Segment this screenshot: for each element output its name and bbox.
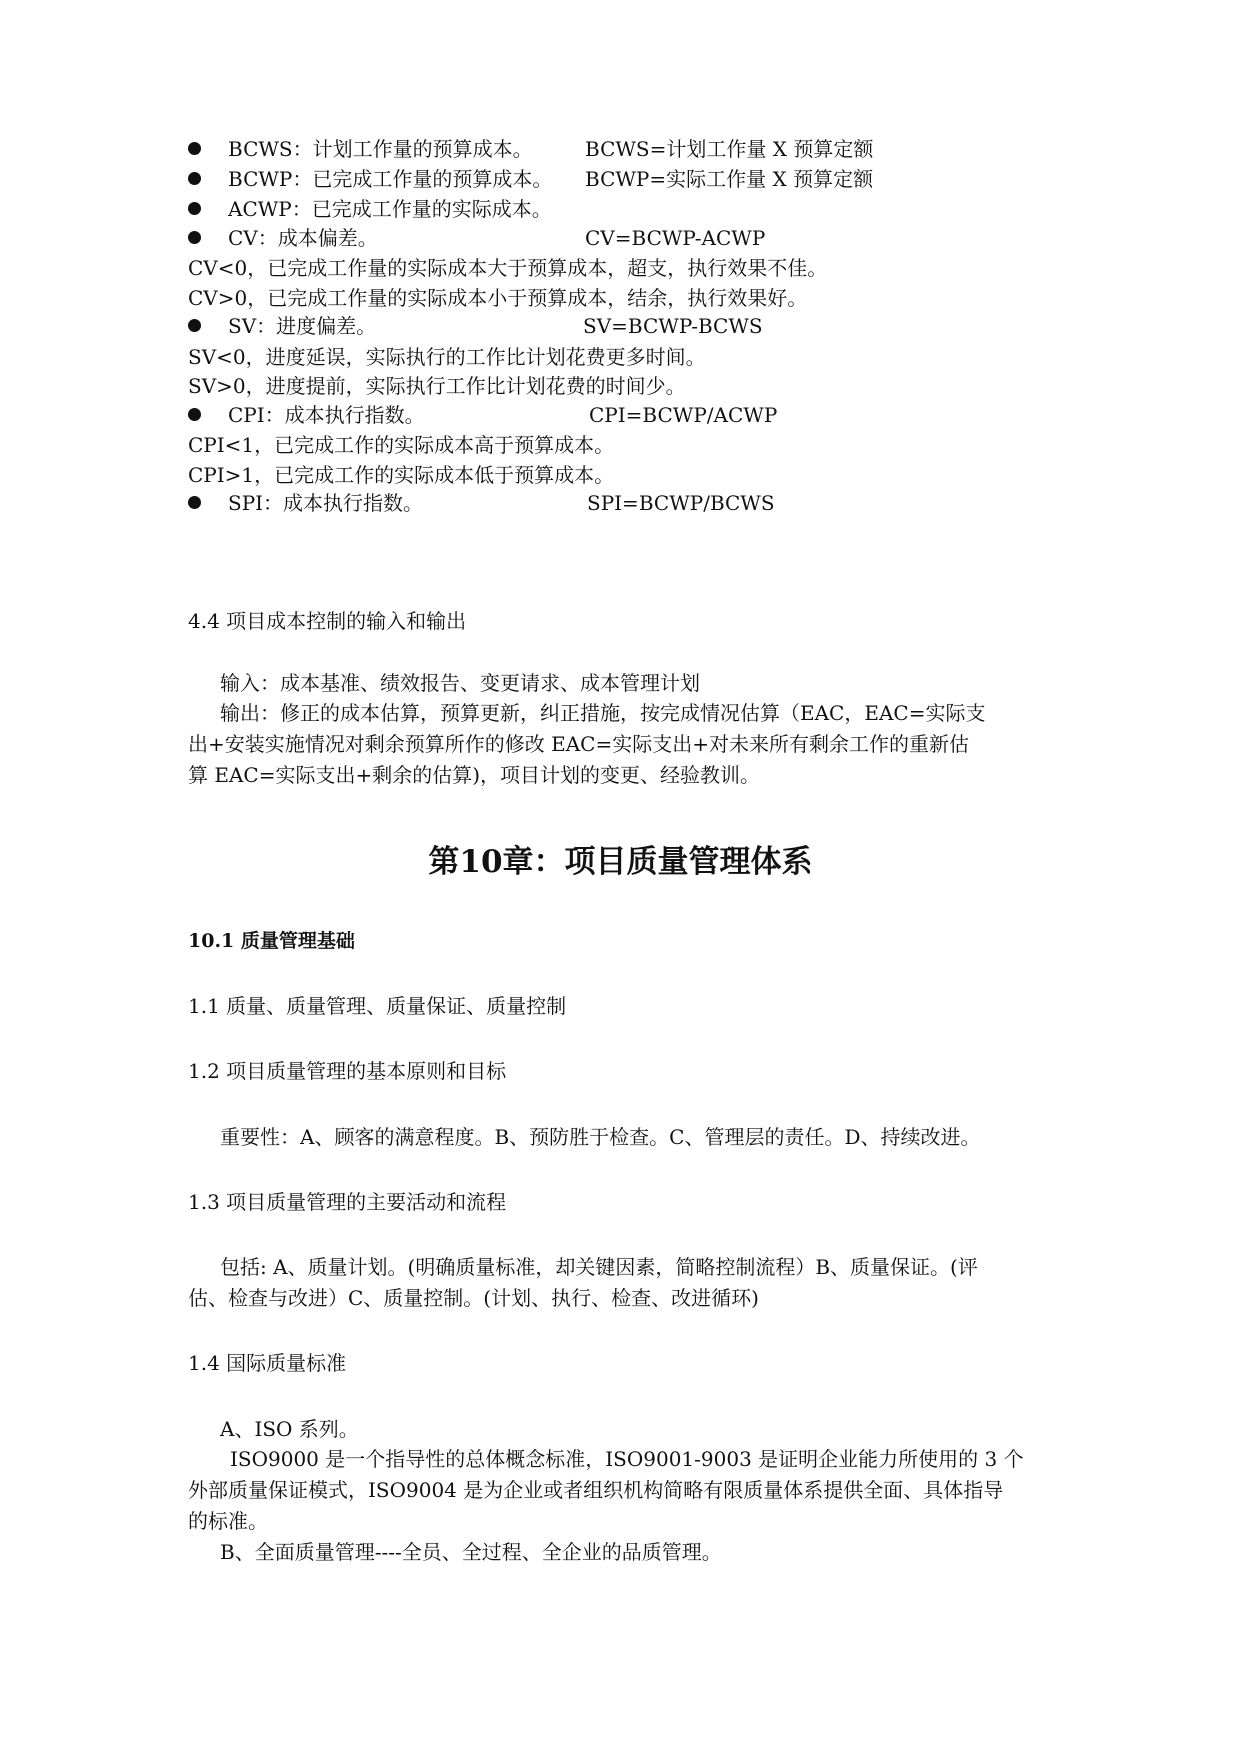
metric-formula: CV=BCWP-ACWP bbox=[585, 226, 766, 250]
bullet-icon bbox=[188, 496, 201, 509]
subsection-heading: 1.2 项目质量管理的基本原则和目标 bbox=[188, 1059, 507, 1083]
bullet-icon bbox=[188, 408, 201, 421]
paragraph-line: 出+安装实施情况对剩余预算所作的修改 EAC=实际支出+对未来所有剩余工作的重新估 bbox=[188, 732, 969, 756]
metric-label: SV：进度偏差。 bbox=[228, 314, 377, 338]
paragraph-line: 包括: A、质量计划。(明确质量标准，却关键因素，简略控制流程）B、质量保证。(评 bbox=[220, 1255, 978, 1279]
paragraph-line: 输出：修正的成本估算，预算更新，纠正措施，按完成情况估算（EAC，EAC=实际支 bbox=[220, 701, 986, 725]
metric-label: CPI：成本执行指数。 bbox=[228, 403, 425, 427]
metric-formula: CPI=BCWP/ACWP bbox=[589, 403, 778, 427]
paragraph: B、全面质量管理----全员、全过程、全企业的品质管理。 bbox=[220, 1540, 722, 1564]
chapter-title: 第10章：项目质量管理体系 bbox=[428, 844, 813, 880]
subsection-heading: 1.1 质量、质量管理、质量保证、质量控制 bbox=[188, 994, 567, 1018]
note-text: CPI>1，已完成工作的实际成本低于预算成本。 bbox=[188, 463, 615, 487]
subsection-heading: 1.4 国际质量标准 bbox=[188, 1351, 347, 1375]
metric-formula: SPI=BCWP/BCWS bbox=[587, 491, 775, 515]
paragraph: 输入：成本基准、绩效报告、变更请求、成本管理计划 bbox=[220, 671, 700, 695]
subsection-heading: 1.3 项目质量管理的主要活动和流程 bbox=[188, 1190, 507, 1214]
paragraph-line: ISO9000 是一个指导性的总体概念标准，ISO9001-9003 是证明企业能力所使用的 3 个 bbox=[230, 1447, 1024, 1471]
bullet-icon bbox=[188, 172, 201, 185]
note-text: SV<0，进度延误，实际执行的工作比计划花费更多时间。 bbox=[188, 345, 706, 369]
metric-label: CV：成本偏差。 bbox=[228, 226, 378, 250]
bullet-icon bbox=[188, 319, 201, 332]
metric-formula: BCWS=计划工作量 X 预算定额 bbox=[585, 137, 874, 161]
section-heading: 10.1 质量管理基础 bbox=[188, 930, 355, 952]
metric-label: SPI：成本执行指数。 bbox=[228, 491, 424, 515]
note-text: CPI<1，已完成工作的实际成本高于预算成本。 bbox=[188, 433, 615, 457]
metric-label: ACWP：已完成工作量的实际成本。 bbox=[228, 197, 552, 221]
note-text: CV<0，已完成工作量的实际成本大于预算成本，超支，执行效果不佳。 bbox=[188, 256, 828, 280]
metric-formula: SV=BCWP-BCWS bbox=[583, 314, 763, 338]
paragraph-line: 外部质量保证模式，ISO9004 是为企业或者组织机构简略有限质量体系提供全面、具体指导 bbox=[188, 1478, 1004, 1502]
metric-formula: BCWP=实际工作量 X 预算定额 bbox=[585, 167, 874, 191]
note-text: SV>0，进度提前，实际执行工作比计划花费的时间少。 bbox=[188, 374, 686, 398]
paragraph-line: 的标准。 bbox=[188, 1509, 268, 1533]
bullet-icon bbox=[188, 231, 201, 244]
paragraph-line: 估、检查与改进）C、质量控制。(计划、执行、检查、改进循环) bbox=[188, 1286, 759, 1310]
paragraph: 重要性：A、顾客的满意程度。B、预防胜于检查。C、管理层的责任。D、持续改进。 bbox=[220, 1125, 981, 1149]
metric-label: BCWS：计划工作量的预算成本。 bbox=[228, 137, 533, 161]
paragraph-line: 算 EAC=实际支出+剩余的估算)，项目计划的变更、经验教训。 bbox=[188, 763, 761, 787]
bullet-icon bbox=[188, 142, 201, 155]
note-text: CV>0，已完成工作量的实际成本小于预算成本，结余，执行效果好。 bbox=[188, 286, 808, 310]
paragraph: A、ISO 系列。 bbox=[220, 1417, 359, 1441]
section-heading: 4.4 项目成本控制的输入和输出 bbox=[188, 609, 467, 633]
metric-label: BCWP：已完成工作量的预算成本。 bbox=[228, 167, 553, 191]
bullet-icon bbox=[188, 202, 201, 215]
